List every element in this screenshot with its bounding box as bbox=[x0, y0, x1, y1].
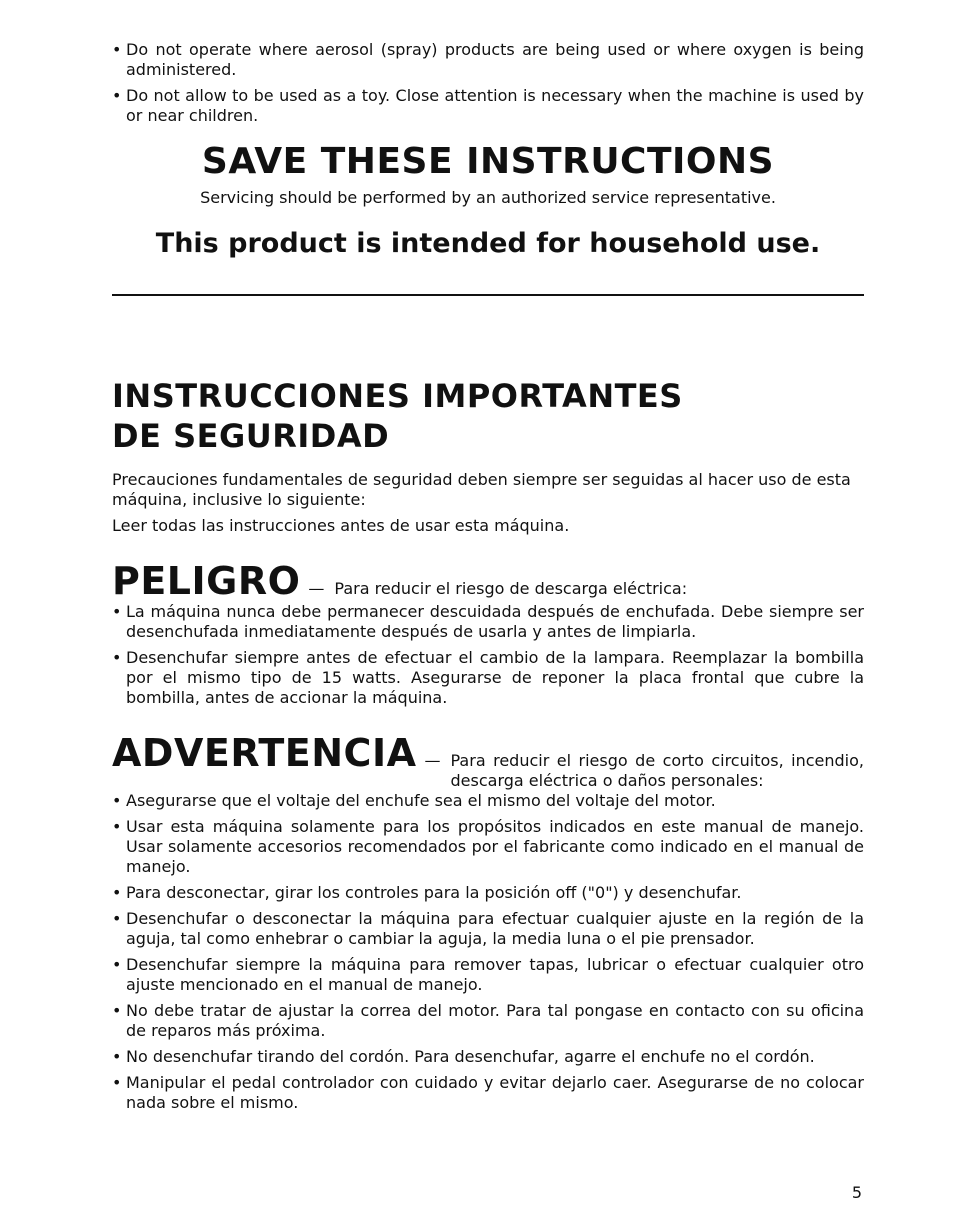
list-item: • No debe tratar de ajustar la correa del motor. Para tal pongase en contacto con su oficina de reparos más próxima. bbox=[112, 1001, 864, 1041]
page-number: 5 bbox=[851, 1183, 862, 1202]
list-item: • Asegurarse que el voltaje del enchufe sea el mismo del voltaje del motor. bbox=[112, 791, 864, 811]
spanish-title-line-2: DE SEGURIDAD bbox=[112, 417, 390, 455]
household-use-notice: This product is intended for household use. bbox=[155, 228, 821, 259]
peligro-header bbox=[112, 560, 864, 602]
advertencia-dash: — bbox=[424, 751, 441, 770]
peligro-description: Para reducir el riesgo de descarga eléctrica: bbox=[334, 579, 688, 598]
list-item: • Desenchufar siempre la máquina para remover tapas, lubricar o efectuar cualquier otro ajuste mencionado en el manual de manejo. bbox=[112, 955, 864, 995]
advertencia-header bbox=[112, 732, 864, 791]
advertencia-heading: ADVERTENCIA bbox=[112, 731, 417, 775]
spanish-title-line-1: INSTRUCCIONES IMPORTANTES bbox=[112, 377, 683, 415]
save-instructions-heading: SAVE THESE INSTRUCTIONS bbox=[201, 141, 775, 182]
list-item: • Desenchufar o desconectar la máquina para efectuar cualquier ajuste en la región de la aguja, tal como enhebrar o cambiar la aguja, la media luna o el pie prensador. bbox=[112, 909, 864, 949]
list-item: • Do not operate where aerosol (spray) products are being used or where oxygen is being administered. bbox=[112, 40, 864, 80]
section-divider bbox=[112, 294, 864, 296]
list-item: • Usar esta máquina solamente para los propósitos indicados en este manual de manejo. Usar solamente accesorios recomendados por el fabricante como indicado en el manual de manejo. bbox=[112, 817, 864, 877]
list-item: • Manipular el pedal controlador con cuidado y evitar dejarlo caer. Asegurarse de no colocar nada sobre el mismo. bbox=[112, 1073, 864, 1113]
peligro-heading: PELIGRO bbox=[112, 559, 301, 603]
list-item: • No desenchufar tirando del cordón. Para desenchufar, agarre el enchufe no el cordón. bbox=[112, 1047, 864, 1067]
page-content bbox=[112, 40, 864, 1119]
spanish-title bbox=[112, 376, 864, 456]
spanish-read-all: Leer todas las instrucciones antes de usar esta máquina. bbox=[112, 516, 570, 535]
peligro-dash: — bbox=[308, 579, 325, 598]
list-item: • La máquina nunca debe permanecer descuidada después de enchufada. Debe siempre ser desenchufada inmediatamente después de usarla y antes de limpiarla. bbox=[112, 602, 864, 642]
spanish-intro: Precauciones fundamentales de seguridad deben siempre ser seguidas al hacer uso de esta máquina, inclusive lo siguiente: bbox=[112, 470, 851, 509]
servicing-note: Servicing should be performed by an authorized service representative. bbox=[200, 188, 776, 207]
list-item: • Do not allow to be used as a toy. Close attention is necessary when the machine is used by or near children. bbox=[112, 86, 864, 126]
advertencia-description: Para reducir el riesgo de corto circuitos, incendio, descarga eléctrica o daños personales: bbox=[450, 751, 864, 790]
advertencia-list bbox=[112, 791, 864, 1113]
list-item: • Desenchufar siempre antes de efectuar el cambio de la lampara. Reemplazar la bombilla por el mismo tipo de 15 watts. Asegurarse de reponer la placa frontal que cubre la bombilla, antes de accionar la máquina. bbox=[112, 648, 864, 708]
peligro-list bbox=[112, 602, 864, 708]
list-item: • Para desconectar, girar los controles para la posición off ("0") y desenchufar. bbox=[112, 883, 864, 903]
english-warning-list bbox=[112, 40, 864, 126]
